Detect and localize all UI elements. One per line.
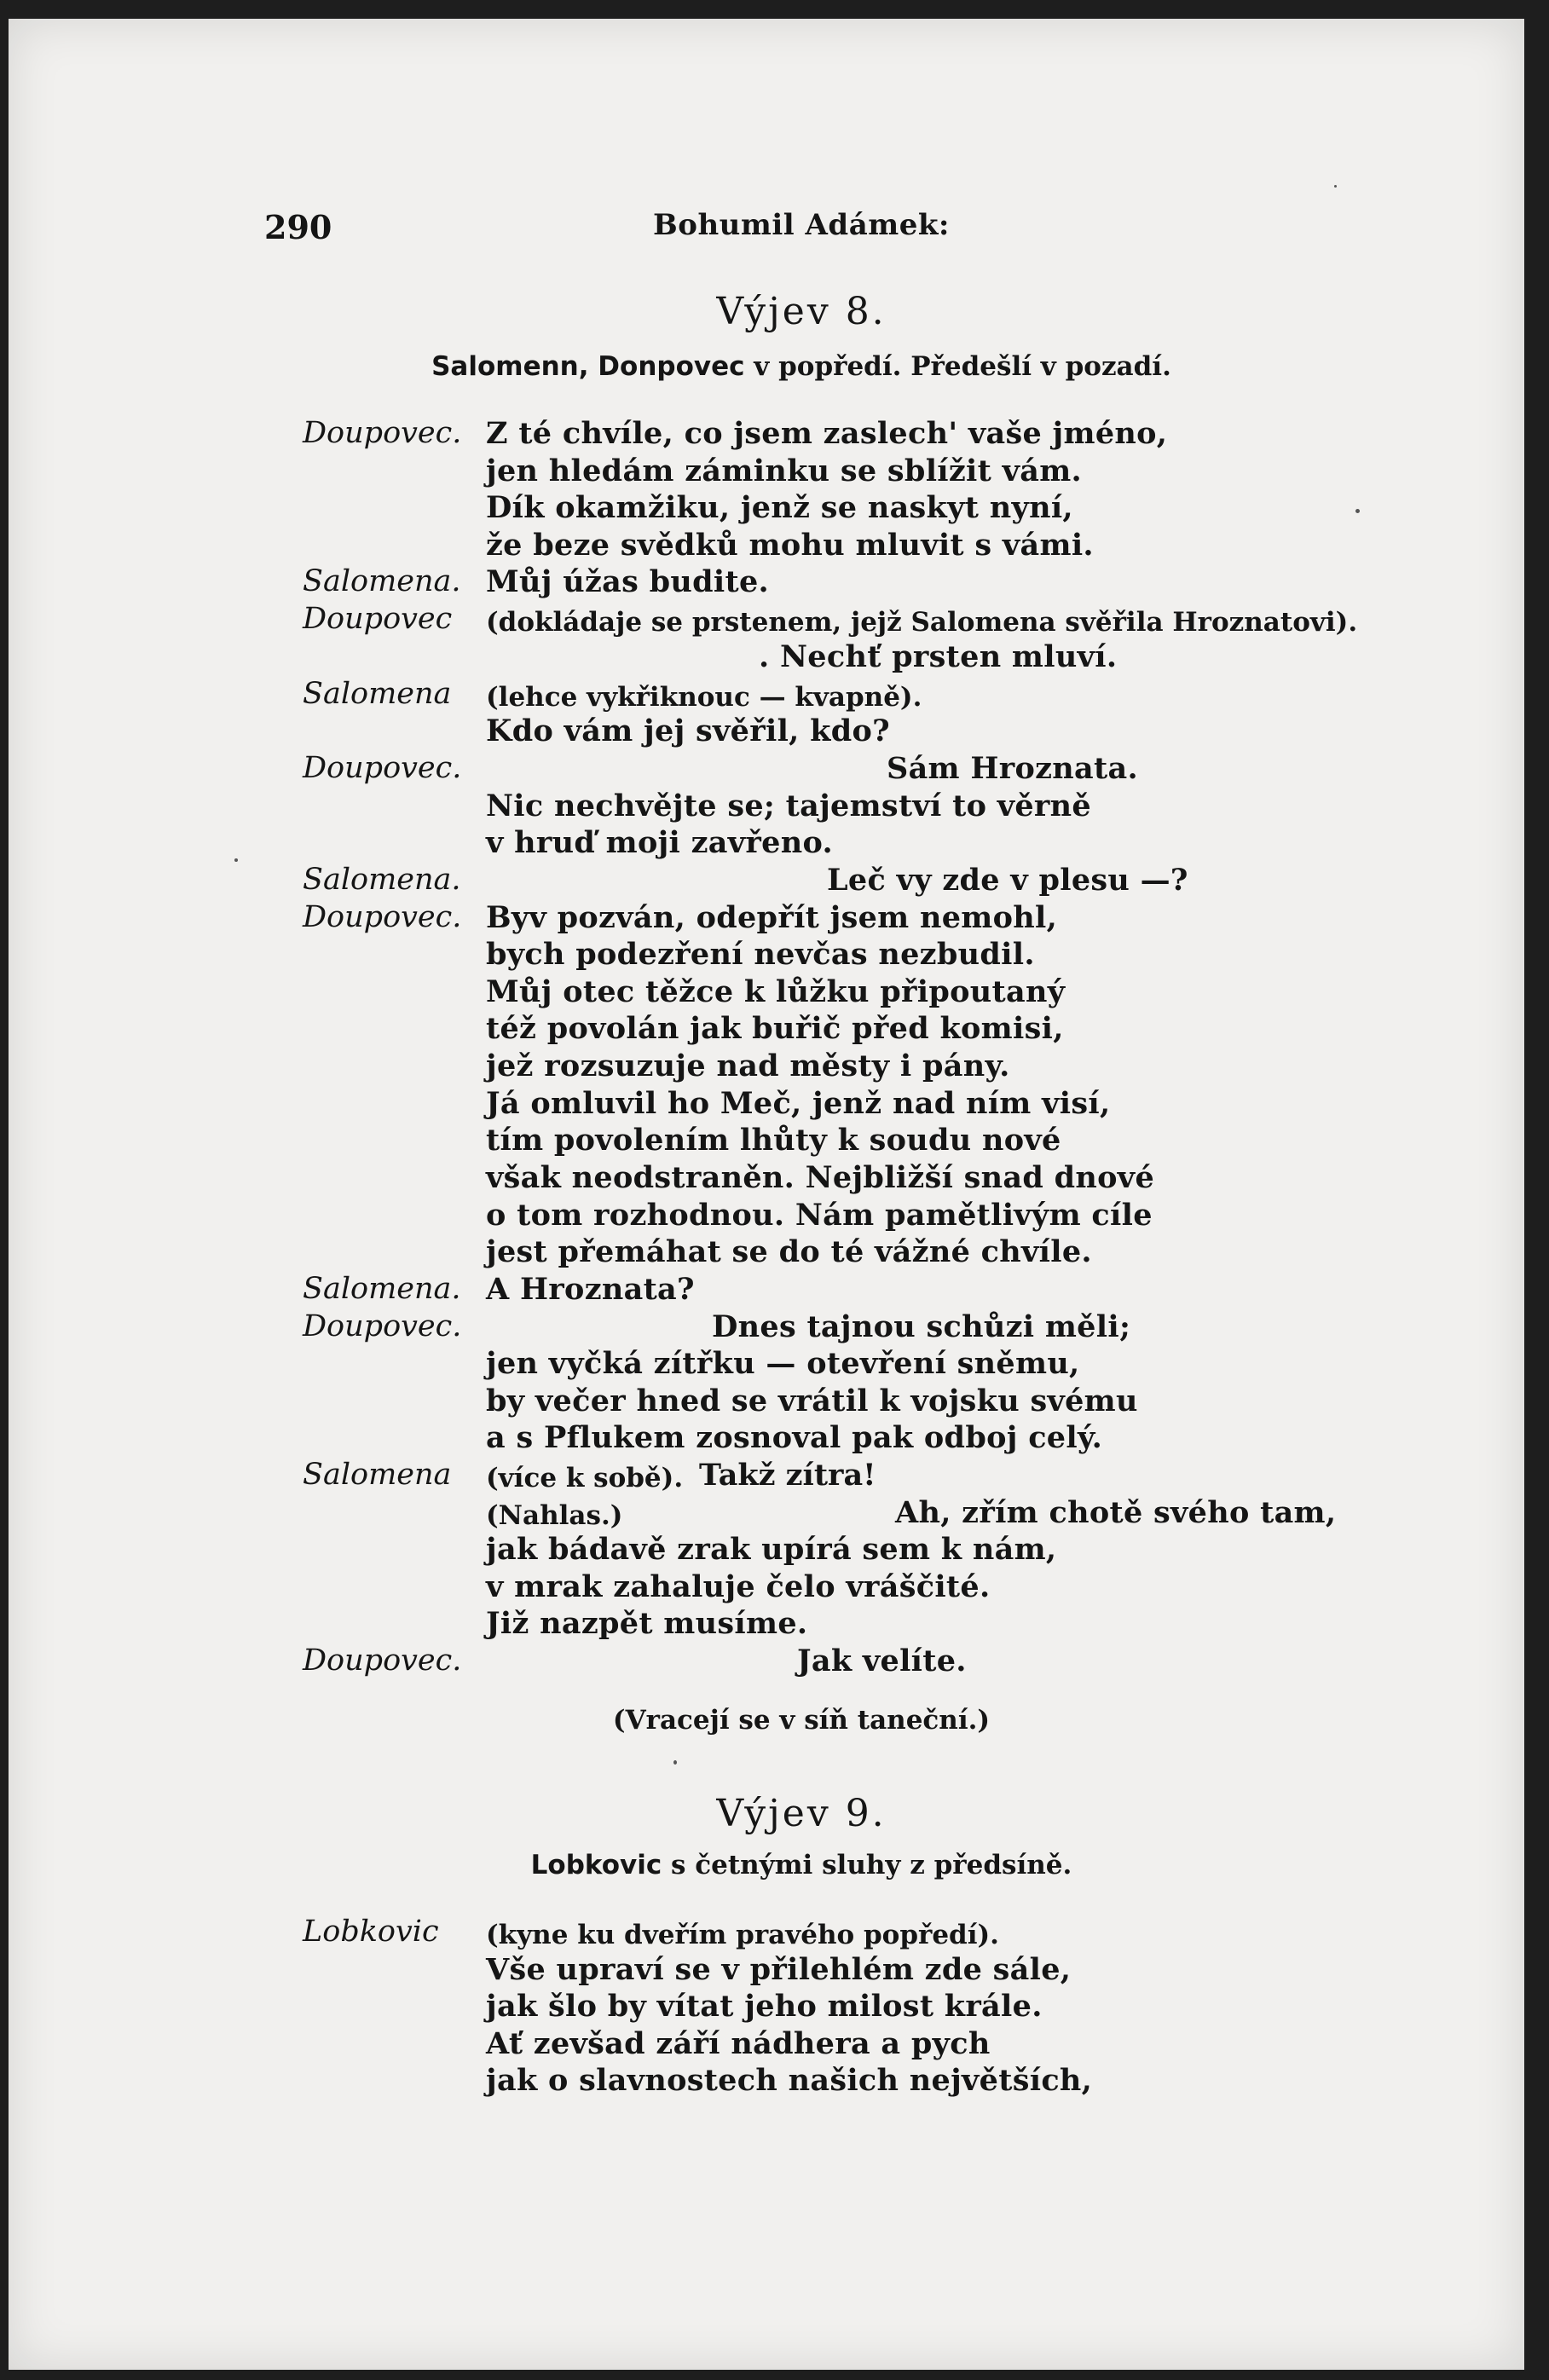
verse-line: Sám Hroznata.	[887, 751, 1138, 786]
speaker: Salomena.	[303, 564, 461, 598]
speaker: Doupovec.	[303, 900, 462, 934]
verse-line: Ah, zřím chotě svého tam,	[895, 1495, 1337, 1530]
speaker: Doupovec.	[303, 751, 462, 785]
verse-line: o tom rozhodnou. Nám pamětlivým cíle	[486, 1198, 1153, 1233]
exit-stage-direction: (Vracejí se v síň taneční.)	[612, 1705, 991, 1736]
scene-8-title: Výjev 8.	[716, 290, 887, 333]
scan-speck	[1355, 509, 1360, 513]
verse-line: Dík okamžiku, jenž se naskyt nyní,	[486, 490, 1073, 525]
verse-line: Můj otec těžce k lůžku připoutaný	[486, 974, 1066, 1009]
verse-line: Jak velíte.	[797, 1643, 967, 1678]
verse-line: též povolán jak buřič před komisi,	[486, 1011, 1064, 1046]
verse-line: Já omluvil ho Meč, jenž nad ním visí,	[486, 1086, 1111, 1121]
verse-line: jest přemáhat se do té vážné chvíle.	[486, 1234, 1092, 1269]
speaker: Lobkovic	[303, 1915, 439, 1949]
speaker: Salomena.	[303, 1272, 461, 1306]
verse-line: Z té chvíle, co jsem zaslech' vaše jméno,	[486, 416, 1168, 451]
verse-line: Ať zevšad září nádhera a pych	[486, 2026, 991, 2061]
scene-9-title: Výjev 9.	[716, 1792, 887, 1835]
scan-speck	[673, 1760, 677, 1765]
stage-direction: (dokládaje se prstenem, jejž Salomena svěřila Hroznatovi).	[486, 607, 1358, 638]
stage-direction: (kyne ku dveřím pravého popředí).	[486, 1920, 999, 1950]
verse-line: Můj úžas budite.	[486, 564, 770, 599]
book-page	[9, 19, 1524, 2370]
speaker: Salomena.	[303, 863, 461, 897]
stage-text: v popředí. Předešlí v pozadí.	[754, 351, 1171, 382]
verse-line: jak o slavnostech našich největších,	[486, 2063, 1093, 2098]
stage-direction: (lehce vykřiknouc — kvapně).	[486, 682, 922, 713]
scan-speck	[234, 858, 238, 862]
verse-line: v hruď moji zavřeno.	[486, 825, 833, 860]
verse-line: Takž zítra!	[699, 1458, 876, 1493]
verse-line: Nic nechvějte se; tajemství to věrně	[486, 789, 1091, 823]
verse-line: jen hledám záminku se sblížit vám.	[486, 453, 1083, 488]
verse-line: . Nechť prsten mluví.	[759, 639, 1118, 674]
verse-line: tím povolením lhůty k soudu nové	[486, 1123, 1061, 1158]
stage-direction: (Nahlas.)	[486, 1500, 623, 1531]
verse-line: jak šlo by vítat jeho milost krále.	[486, 1989, 1043, 2024]
speaker: Doupovec.	[303, 1309, 462, 1343]
verse-line: bych podezření nevčas nezbudil.	[486, 937, 1035, 972]
verse-line: Kdo vám jej svěřil, kdo?	[486, 713, 890, 748]
verse-line: však neodstraněn. Nejbližší snad dnové	[486, 1160, 1155, 1195]
verse-line: Byv pozván, odepřít jsem nemohl,	[486, 900, 1058, 935]
scene-9-stage-direction	[9, 1850, 1524, 1880]
verse-line: by večer hned se vrátil k vojsku svému	[486, 1384, 1138, 1418]
stage-direction: (více k sobě).	[486, 1463, 684, 1493]
verse-line: a s Pflukem zosnoval pak odboj celý.	[486, 1420, 1103, 1455]
verse-line: jen vyčká zítřku — otevření sněmu,	[486, 1346, 1080, 1381]
speaker: Doupovec.	[303, 1643, 462, 1678]
verse-line: Dnes tajnou schůzi měli;	[712, 1309, 1131, 1344]
verse-line: Již nazpět musíme.	[486, 1606, 808, 1641]
verse-line: jež rozsuzuje nad městy i pány.	[486, 1048, 1010, 1083]
speaker: Doupovec.	[303, 416, 462, 450]
speaker: Salomena	[303, 1458, 452, 1492]
stage-characters: Lobkovic	[530, 1850, 662, 1880]
stage-text: s četnými sluhy z předsíně.	[671, 1850, 1072, 1880]
verse-line: Leč vy zde v plesu —?	[827, 863, 1188, 898]
verse-line: jak bádavě zrak upírá sem k nám,	[486, 1532, 1057, 1567]
speaker: Doupovec	[303, 602, 453, 636]
page-number: 290	[264, 208, 332, 246]
verse-line: A Hroznata?	[486, 1272, 695, 1307]
running-title: Bohumil Adámek:	[653, 208, 950, 242]
scene-8-stage-direction	[9, 351, 1524, 382]
speaker: Salomena	[303, 677, 452, 711]
scan-speck	[1334, 185, 1337, 188]
verse-line: Vše upraví se v přilehlém zde sále,	[486, 1952, 1072, 1987]
verse-line: v mrak zahaluje čelo vráščité.	[486, 1569, 991, 1604]
stage-characters: Salomenn, Donpovec	[431, 351, 745, 382]
verse-line: že beze svědků mohu mluvit s vámi.	[486, 528, 1094, 563]
